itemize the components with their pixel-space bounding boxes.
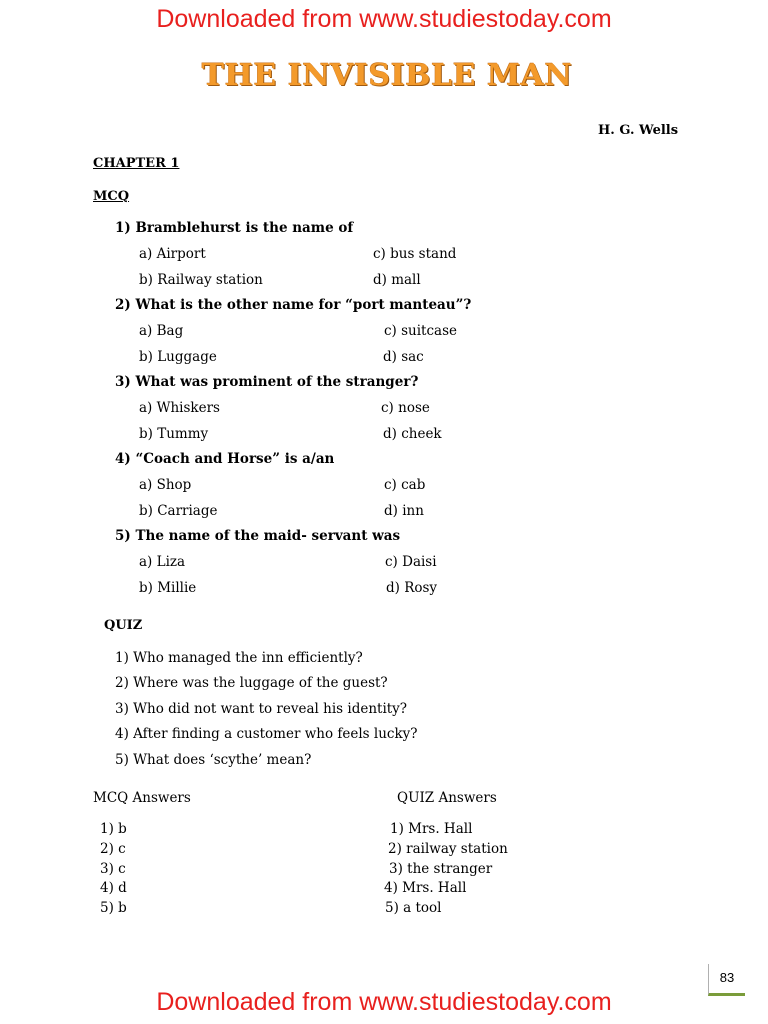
page-number: 83 (708, 964, 745, 996)
quiz-heading: QUIZ (104, 618, 143, 633)
quiz-answer-5: 5) a tool (385, 900, 442, 916)
quiz-answer-3: 3) the stranger (389, 861, 493, 877)
mcq-4-option-a: a) Shop (139, 477, 192, 493)
mcq-2-option-c: c) suitcase (384, 323, 458, 339)
mcq-2-option-b: b) Luggage (139, 349, 217, 365)
quiz-answer-1: 1) Mrs. Hall (390, 821, 473, 837)
mcq-3-option-d: d) cheek (383, 426, 442, 442)
mcq-1-option-d: d) mall (373, 272, 421, 288)
author: H. G. Wells (598, 123, 679, 138)
quiz-question-4: 4) After finding a customer who feels lucky? (115, 726, 418, 742)
mcq-4-option-b: b) Carriage (139, 503, 218, 519)
quiz-question-2: 2) Where was the luggage of the guest? (115, 675, 388, 691)
quiz-answer-2: 2) railway station (388, 841, 508, 857)
mcq-1-option-b: b) Railway station (139, 272, 263, 288)
quiz-answers-heading: QUIZ Answers (397, 790, 497, 806)
mcq-question-2: 2) What is the other name for “port manteau”? (115, 297, 472, 313)
quiz-question-1: 1) Who managed the inn efficiently? (115, 650, 363, 666)
mcq-1-option-c: c) bus stand (373, 246, 457, 262)
mcq-question-3: 3) What was prominent of the stranger? (115, 374, 419, 390)
mcq-question-4: 4) “Coach and Horse” is a/an (115, 451, 335, 467)
quiz-answer-4: 4) Mrs. Hall (384, 880, 467, 896)
mcq-answers-heading: MCQ Answers (93, 790, 191, 806)
mcq-question-1: 1) Bramblehurst is the name of (115, 220, 354, 236)
mcq-question-5: 5) The name of the maid- servant was (115, 528, 401, 544)
mcq-4-option-d: d) inn (384, 503, 424, 519)
mcq-answer-1: 1) b (100, 821, 127, 837)
mcq-3-option-a: a) Whiskers (139, 400, 220, 416)
mcq-answer-5: 5) b (100, 900, 127, 916)
download-banner-top[interactable]: Downloaded from www.studiestoday.com (156, 5, 612, 33)
mcq-1-option-a: a) Airport (139, 246, 206, 262)
mcq-answer-3: 3) c (100, 861, 126, 877)
mcq-2-option-a: a) Bag (139, 323, 184, 339)
mcq-heading: MCQ (93, 189, 130, 204)
quiz-question-3: 3) Who did not want to reveal his identity? (115, 701, 408, 717)
download-banner-bottom[interactable]: Downloaded from www.studiestoday.com (156, 988, 612, 1016)
mcq-2-option-d: d) sac (383, 349, 424, 365)
mcq-5-option-c: c) Daisi (385, 554, 437, 570)
mcq-3-option-c: c) nose (381, 400, 430, 416)
mcq-5-option-d: d) Rosy (386, 580, 438, 596)
mcq-5-option-a: a) Liza (139, 554, 186, 570)
chapter-heading: CHAPTER 1 (93, 156, 180, 171)
mcq-answer-4: 4) d (100, 880, 127, 896)
mcq-5-option-b: b) Millie (139, 580, 197, 596)
mcq-answer-2: 2) c (100, 841, 126, 857)
mcq-4-option-c: c) cab (384, 477, 426, 493)
mcq-3-option-b: b) Tummy (139, 426, 209, 442)
quiz-question-5: 5) What does ‘scythe’ mean? (115, 752, 312, 768)
page-title: THE INVISIBLE MAN (201, 58, 573, 93)
